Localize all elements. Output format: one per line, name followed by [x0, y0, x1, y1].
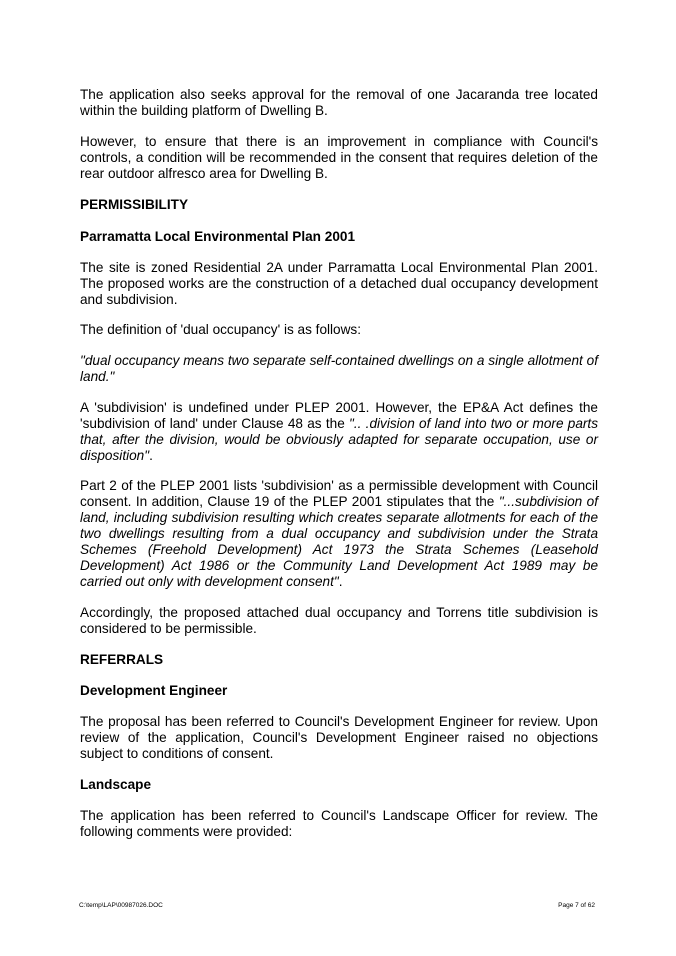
heading-landscape: Landscape [80, 777, 152, 792]
paragraph-clause-19 [80, 478, 598, 590]
paragraph-dual-occupancy-definition: "dual occupancy means two separate self-contained dwellings on a single allotment of land." [80, 353, 598, 384]
heading-permissibility: PERMISSIBILITY [80, 197, 189, 212]
paragraph-compliance-condition: However, to ensure that there is an improvement in compliance with Council's controls, a condition will be recommended in the consent that requires deletion of the rear outdoor alfresco area for Dwelling B. [80, 134, 598, 181]
subdivision-quote: ".. .division of land into two or more parts that, after the division, would be obviously adapted for separate occupation, use or disposition" [80, 416, 598, 463]
subdivision-end: . [149, 448, 153, 463]
footer-page-number: Page 7 of 62 [558, 902, 595, 909]
heading-plep-2001: Parramatta Local Environmental Plan 2001 [80, 229, 356, 244]
paragraph-landscape-review: The application has been referred to Council's Landscape Officer for review. The following comments were provided: [80, 808, 598, 839]
paragraph-definition-intro: The definition of 'dual occupancy' is as follows: [80, 322, 361, 337]
paragraph-subdivision-definition [80, 400, 598, 464]
footer-file-path: C:\temp\LAP\00987026.DOC [79, 902, 163, 909]
clause-19-quote: "...subdivision of land, including subdivision resulting which creates separate allotments for each of the two dwellings resulting from a dual occupancy and subdivision under the Strata Schemes (Freehold Development) Act 1973 the Strata Schemes (Leasehold Development) Act 1986 or the Community Land Development Act 1989 may be carried out only with development consent" [80, 494, 598, 589]
heading-development-engineer: Development Engineer [80, 683, 228, 698]
paragraph-tree-removal: The application also seeks approval for the removal of one Jacaranda tree located within the building platform of Dwelling B. [80, 87, 598, 118]
clause-19-end: . [338, 574, 343, 589]
paragraph-engineer-review: The proposal has been referred to Council's Development Engineer for review. Upon review of the application, Council's Development Engineer raised no objections subject to conditions of consent. [80, 714, 598, 761]
paragraph-permissible-conclusion: Accordingly, the proposed attached dual occupancy and Torrens title subdivision is considered to be permissible. [80, 605, 598, 636]
clause-19-text: Part 2 of the PLEP 2001 lists 'subdivision' as a permissible development with Council consent. In addition, Clause 19 of the PLEP 2001 stipulates that the [80, 478, 598, 509]
paragraph-zoning: The site is zoned Residential 2A under Parramatta Local Environmental Plan 2001. The proposed works are the construction of a detached dual occupancy development and subdivision. [80, 260, 598, 307]
heading-referrals: REFERRALS [80, 652, 164, 667]
subdivision-text: A 'subdivision' is undefined under PLEP 2001. However, the EP&A Act defines the 'subdivision of land' under Clause 48 as the [80, 400, 598, 431]
